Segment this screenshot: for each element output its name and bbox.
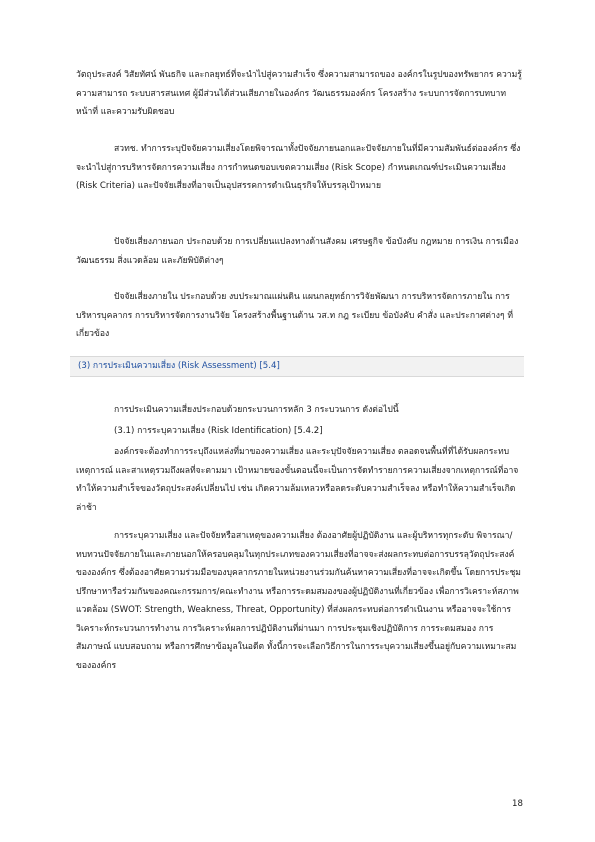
paragraph-internal-risk-factors: ปัจจัยเสี่ยงภายใน ประกอบด้วย งบประมาณแผ่นดิน แผนกลยุทธ์การวิจัยพัฒนา การบริหารจัดการภายใน การบริหารบุคลากร การบริหารจัดการงานวิจัย โครงสร้างพื้นฐานด้าน วส.ท กฎ ระเบียบ ข้อบังคับ คำสั่ง และประกาศต่างๆ ที่เกี่ยวข้อง	[76, 292, 514, 339]
paragraph-assessment-intro: การประเมินความเสี่ยงประกอบด้วยกระบวนการหลัก 3 กระบวนการ ดังต่อไปนี้	[114, 405, 399, 415]
subsection-heading-risk-identification: (3.1) การระบุความเสี่ยง (Risk Identification) [5.4.2]	[114, 426, 323, 436]
paragraph-external-risk-factors: ปัจจัยเสี่ยงภายนอก ประกอบด้วย การเปลี่ยนแปลงทางด้านสังคม เศรษฐกิจ ข้อบังคับ กฎหมาย การเงิน การเมือง วัฒนธรรม สิ่งแวดล้อม และภัยพิบัติต่างๆ	[76, 237, 519, 266]
paragraph-nstda-risk-identification: สวทช. ทำการระบุปัจจัยความเสี่ยงโดยพิจารณาทั้งปัจจัยภายนอกและปัจจัยภายในที่มีความสัมพันธ์ต่อองค์กร ซึ่งจะนำไปสู่การบริหารจัดการความเสี่ยง การกำหนดขอบเขตความเสี่ยง (Risk Scope) กำหนดเกณฑ์ประเมินความเสี่ยง (Risk Criteria) และปัจจัยเสี่ยงที่อาจเป็นอุปสรรคการดำเนินธุรกิจให้บรรลุเป้าหมาย	[76, 144, 521, 191]
page-number: 18	[512, 799, 523, 809]
section-heading: (3) การประเมินความเสี่ยง (Risk Assessment) [5.4]	[78, 361, 280, 371]
paragraph-risk-identification-method: การระบุความเสี่ยง และปัจจัยหรือสาเหตุของความเสี่ยง ต้องอาศัยผู้ปฏิบัติงาน และผู้บริหารทุกระดับ พิจารณา/ทบทวนปัจจัยภายในและภายนอกให้ครอบคลุมในทุกประเภทของความเสี่ยงที่อาจจะส่งผลกระทบต่อการบรรลุวัตถุประสงค์ขององค์กร ซึ่งต้องอาศัยความร่วมมือของบุคลากรภายในหน่วยงานร่วมกันค้นหาความเสี่ยงที่อาจจะเกิดขึ้น โดยการประชุมปรึกษาหารือร่วมกันของคณะกรรมการ/คณะทำงาน หรือการระดมสมองของผู้ปฏิบัติงานที่เกี่ยวข้อง เพื่อการวิเคราะห์สภาพแวดล้อม (SWOT: Strength, Weakness, Threat, Opportunity) ที่ส่งผลกระทบต่อการดำเนินงาน หรืออาจจะใช้การวิเคราะห์กระบวนการทำงาน การวิเคราะห์ผลการปฏิบัติงานที่ผ่านมา การประชุมเชิงปฏิบัติการ การระดมสมอง การสัมภาษณ์ แบบสอบถาม หรือการศึกษาข้อมูลในอดีต ทั้งนี้การจะเลือกวิธีการในการระบุความเสี่ยงขึ้นอยู่กับความเหมาะสมขององค์กร	[76, 531, 521, 671]
paragraph-organization-context: วัตถุประสงค์ วิสัยทัศน์ พันธกิจ และกลยุทธ์ที่จะนำไปสู่ความสำเร็จ ซึ่งความสามารถของ องค์กรในรูปของทรัพยากร ความรู้ ความสามารถ ระบบสารสนเทศ ผู้มีส่วนได้ส่วนเสียภายในองค์กร วัฒนธรรมองค์กร โครงสร้าง ระบบการจัดการบทบาทหน้าที่ และความรับผิดชอบ	[76, 70, 522, 117]
paragraph-risk-identification-detail: องค์กรจะต้องทำการระบุถึงแหล่งที่มาของความเสี่ยง และระบุปัจจัยความเสี่ยง ตลอดจนพื้นที่ที่ได้รับผลกระทบ เหตุการณ์ และสาเหตุรวมถึงผลที่จะตามมา เป้าหมายของขั้นตอนนี้จะเป็นการจัดทำรายการความเสี่ยงจากเหตุการณ์ที่อาจทำให้ความสำเร็จของวัตถุประสงค์เปลี่ยนไป เช่น เกิดความล้มเหลวหรือลดระดับความสำเร็จลง หรือทำให้ความสำเร็จเกิดล่าช้า	[76, 447, 519, 513]
